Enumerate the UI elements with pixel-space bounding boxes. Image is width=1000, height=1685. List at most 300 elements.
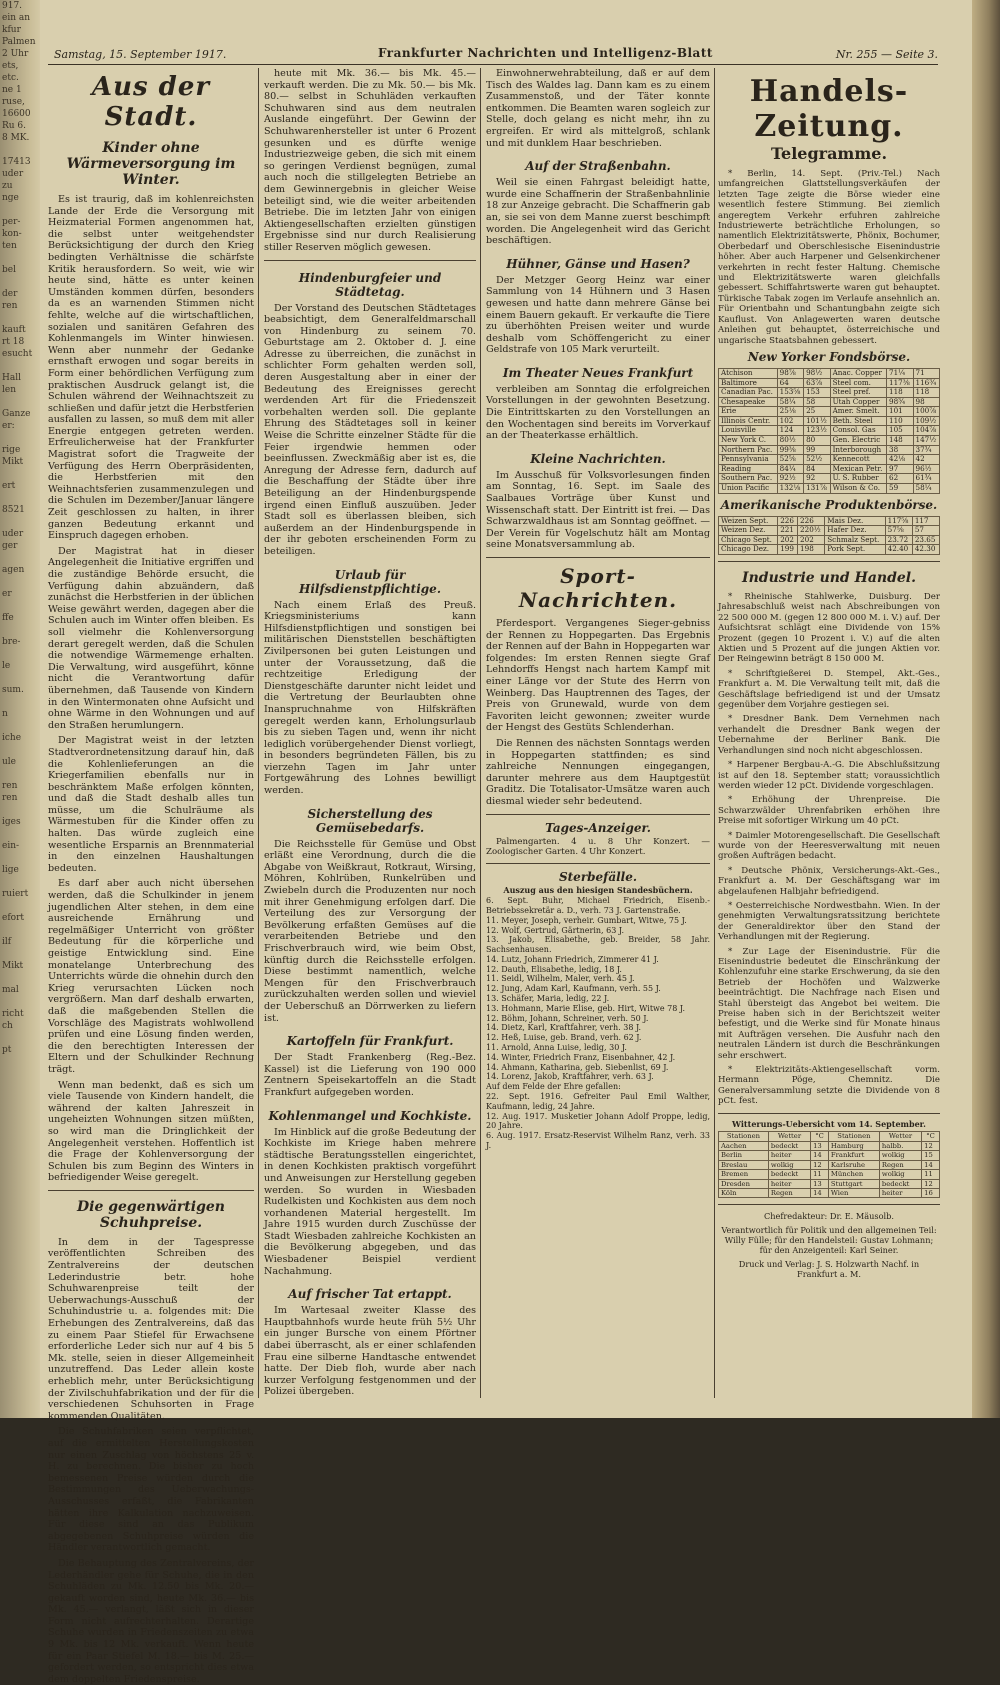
gutter-fragment	[2, 312, 40, 324]
table-cell: 12	[922, 1179, 940, 1188]
paragraph: Verantwortlich für Politik und den allgemeinen Teil: Willy Fülle; für den Handelsteil: Gustav Lohmann; für den Anzeigenteil: Karl Seiner.	[721, 1225, 937, 1256]
gutter-fragment: etc.	[2, 73, 19, 83]
article-body	[264, 303, 476, 558]
table-cell: 98⅞	[777, 368, 803, 378]
table-cell: Beth. Steel	[830, 416, 886, 426]
ny-stock-table	[718, 368, 940, 494]
table-cell: 117⅜	[887, 378, 913, 388]
paragraph: Die Reichsstelle für Gemüse und Obst erläßt eine Verordnung, durch die die Abgabe von Weißkraut, Rotkraut, Wirsing, Möhren, Kohlrüben, Runkelrüben und Zwiebeln durch die Produzenten nur noch mit ihrer Genehmigung erfolgen darf. Die Verteilung des zur Versorgung der Bevölkerung erfaßten Gemüses auf die verarbeitenden Betriebe und den Frischverbrauch wird, wie beim Obst, künftig durch die Reichsstelle erfolgen. Diese bestimmt namentlich, welche Mengen für den Frischverbrauch zurückzuhalten werden sollen und wieviel der Ueberschuß an Dörrwerken zu liefern ist.	[264, 838, 476, 1024]
divider	[718, 561, 940, 562]
paragraph: 6. Aug. 1917. Ersatz-Reservist Wilhelm Ranz, verh. 33 J.	[486, 1131, 710, 1151]
gutter-fragment	[2, 768, 40, 780]
paragraph: Die Schuhfabriken seien verpflichtet, auf die ermittelten Herstellungskosten nur einen Zuschlag von höchstens 25 v. H. zu berechnen. Die bisher zu hoch bemessenen Preise würden durch die Bestimmungen des Ueberwachungs-Ausschusses erfaßt, die Fabrikanten hätten ihre Kalkulation nachzuweisen. Für diese sind an das Publikum abgegebenen Schuhpreise würden die Händler verantwortlich gemacht.	[48, 1426, 254, 1554]
gutter-fragment	[2, 1032, 40, 1044]
gutter-fragment: zu	[2, 181, 13, 191]
table-cell: 123½	[804, 426, 830, 436]
deaths-subheading: Auszug aus den hiesigen Standesbüchern.	[503, 885, 693, 896]
gutter-fragment: ruse,	[2, 97, 25, 107]
gutter-fragment: kauft	[2, 325, 26, 335]
gutter-fragment: 8521	[2, 505, 25, 515]
table-cell: 62	[887, 474, 913, 484]
paragraph: Es darf aber auch nicht übersehen werden, daß die Schulkinder in jenem jugendlichen Alter stehen, in dem eine ausreichende Ernährung und regelmäßiger Unterricht von größter Bedeutung für die körperliche und geistige Entwicklung sind. Eine monatelange Unterbrechung des Unterrichts würde die ohnehin durch den Krieg verursachten Lücken noch vergrößern. Man darf deshalb erwarten, daß die maßgebenden Stellen die Vorschläge des Magistrats wohlwollend prüfen und eine Lösung finden werden, die den berechtigten Interessen der Eltern und der Schulkinder Rechnung trägt.	[48, 878, 254, 1075]
telegram-text: * Berlin, 14. Sept. (Priv.-Tel.) Nach umfangreichen Glattstellungsverkäufen der letzten Tage zeigte die Börse wieder eine wesentlich festere Stimmung. Bei ziemlich angeregtem Verkehr erfuhren zahlreiche Industriewerte beträchtliche Erholungen, so namentlich Elektrizitätswerte, Phönix, Bochumer, Oberbedarf und Oberschlesische Eisenindustrie höher. Aber auch Harpener und Gelsenkirchener verkehrten in recht fester Haltung. Chemische und Elektrizitätswerte waren gleichfalls gebessert. Schiffahrtswerte waren gut behauptet. Türkische Tabak zogen im Verlaufe ansehnlich an. Für Orientbahn und Schantungbahn zeigte sich Kauflust. Von Anlagewerten waren deutsche Anleihen gut behauptet, österreichische und ungarische Staatsbahnen gebessert.	[718, 169, 940, 346]
table-cell: Union Pacific	[719, 484, 778, 494]
page-number: Nr. 255 — Seite 3.	[835, 48, 938, 61]
article-body	[264, 1127, 476, 1278]
table-cell: U. S. Rubber	[830, 474, 886, 484]
article-heading: Im Theater Neues Frankfurt	[502, 365, 694, 380]
gutter-fragment	[2, 204, 40, 216]
gutter-fragment: ein an	[2, 13, 31, 23]
page-edge	[972, 0, 1000, 1418]
table-cell: Chicago Sept.	[719, 535, 778, 545]
table-cell: wolkig	[879, 1151, 921, 1160]
article-body	[486, 618, 710, 808]
gutter-fragment: er	[2, 589, 12, 599]
table-cell: 117	[912, 516, 939, 526]
gutter-fragment: nge	[2, 193, 19, 203]
table-cell: 59	[887, 484, 913, 494]
gutter-fragment: sum.	[2, 685, 24, 695]
gutter-fragment	[2, 252, 40, 264]
table-cell: 14	[811, 1188, 829, 1197]
table-row	[719, 436, 940, 446]
table-cell: 15	[922, 1151, 940, 1160]
gutter-fragment: ets,	[2, 61, 19, 71]
article-heading: Hühner, Gänse und Hasen?	[506, 256, 690, 271]
column-2	[264, 68, 476, 1398]
paragraph: Im Wartesaal zweiter Klasse des Hauptbahnhofs wurde heute früh 5½ Uhr ein junger Bursche von einem Pförtner dabei überrascht, als er einer schlafenden Frau eine silberne Handtasche entwendet hatte. Der Dieb floh, wurde aber nach kurzer Verfolgung festgenommen und der Polizei übergeben.	[264, 1305, 476, 1398]
paragraph: * Rheinische Stahlwerke, Duisburg. Der Jahresabschluß weist nach Abschreibungen von 22 500 000 M. (gegen 12 800 000 M. i. V.) auf. Der Aufsichtsrat schlägt eine Dividende von 15% Prozent (gegen 10 Prozent i. V.) auf die alten Aktien und 5 Prozent auf die jungen Aktien vor. Der Reingewinn beträgt 8 150 000 M.	[718, 592, 941, 665]
paragraph: 12. Aug. 1917. Musketier Johann Adolf Proppe, ledig, 20 Jahre.	[486, 1111, 710, 1131]
table-cell: 58¼	[913, 484, 940, 494]
tages-anzeiger-heading: Tages-Anzeiger.	[545, 820, 651, 835]
table-cell: wolkig	[879, 1170, 921, 1179]
gutter-fragment	[2, 576, 40, 588]
gutter-fragment: ger	[2, 541, 18, 551]
table-cell: 14	[922, 1160, 940, 1169]
table-cell: 42.30	[912, 545, 939, 555]
gutter-fragment: der	[2, 289, 18, 299]
paragraph: 14. Winter, Friedrich Franz, Eisenbahner, 42 J.	[486, 1052, 676, 1062]
table-cell: 104⅞	[913, 426, 940, 436]
table-cell: Berlin	[719, 1151, 769, 1160]
paragraph: Die Behauptung des Zentralvereins, der Lederhändler gehe für Schuhe, die in den Schuhläden zu Mk. 12.50 bis Mk. 20.— gekauft worden sind, heute Mk. 36.— bis Mk. 45.— verlangt, läßt sich in dieser Form nicht aufrechterhalten. Derartige Schuhe wurden in Friedenszeiten zu etwa 9 Mk. bis 12 Mk. verkauft. Wenn heute für ein Paar Stiefel M. 18.— bis M. 25.— gefordert werden, so entspricht dies etwa dem doppelten Friedenspreise.	[48, 1557, 254, 1685]
table-cell: Reading	[719, 464, 778, 474]
table-cell: Mais Dez.	[825, 516, 885, 526]
deaths-heading: Sterbefälle.	[558, 870, 638, 885]
table-cell: bedeckt	[768, 1170, 810, 1179]
table-cell: 99⅜	[777, 445, 803, 455]
gutter-fragment: pt	[2, 1045, 12, 1055]
table-cell: 42.40	[885, 545, 912, 555]
article-heading: Die gegenwärtigen Schuhpreise.	[77, 1198, 225, 1231]
column-header: °C	[922, 1132, 940, 1141]
gutter-fragment	[2, 720, 40, 732]
table-cell: Louisville	[719, 426, 778, 436]
gutter-fragment: ule	[2, 757, 17, 767]
table-cell: Interborough	[830, 445, 886, 455]
gutter-fragment	[2, 600, 40, 612]
article-body	[486, 275, 710, 356]
paragraph: Chefredakteur: Dr. E. Mäusolb.	[763, 1211, 895, 1222]
paragraph: * Deutsche Phönix, Versicherungs-Akt.-Ges., Frankfurt a. M. Der Geschäftsgang war im abgelaufenen Halbjahr befriedigend.	[718, 865, 940, 897]
article-body	[48, 1237, 254, 1685]
table-cell: 92	[804, 474, 830, 484]
table-cell: 61¾	[913, 474, 940, 484]
table-cell: halbb.	[879, 1141, 921, 1150]
gutter-fragment: efort	[2, 913, 24, 923]
gutter-fragment: iges	[2, 817, 21, 827]
paragraph: Wenn man bedenkt, daß es sich um viele Tausende von Kindern handelt, die während der kalten Jahreszeit in ungeheizten Wohnungen sitzen müßten, so wird man die Dringlichkeit der Angelegenheit verstehen. Hoffentlich ist die Frage der Kohlenversorgung der Schulen bis zum Beginn des Winters in befriedigender Weise geregelt.	[48, 1079, 254, 1184]
table-cell: 220½	[798, 526, 825, 536]
deaths-list	[486, 896, 710, 1151]
gutter-fragment: ilf	[2, 937, 12, 947]
table-cell: 58¼	[777, 397, 803, 407]
section-title: Aus der Stadt.	[91, 72, 211, 132]
gutter-fragment: uder	[2, 169, 24, 179]
article-body	[486, 68, 710, 149]
table-cell: 57⅝	[885, 526, 912, 536]
table-cell: Dresden	[719, 1179, 769, 1188]
telegrams-heading: Telegramme.	[770, 144, 888, 163]
table-cell: Regen	[879, 1160, 921, 1169]
table-cell: 226	[778, 516, 798, 526]
table-cell: Baltimore	[719, 378, 778, 388]
table-cell: 25	[804, 407, 830, 417]
table-cell: 116¾	[913, 378, 940, 388]
table-cell: heiter	[879, 1188, 921, 1197]
article-body	[264, 68, 476, 254]
table-cell: Pennsylvania	[719, 455, 778, 465]
table-cell: Northern Pac.	[719, 445, 778, 455]
table-cell: 153⅝	[777, 388, 803, 398]
table-cell: Mexican Petr.	[830, 464, 886, 474]
paragraph: * Harpener Bergbau-A.-G. Die Abschlußsitzung ist auf den 18. September statt; voraussichtlich werden wieder 12 pCt. Dividende vorgeschlagen.	[718, 760, 940, 791]
gutter-fragment: ren	[2, 781, 18, 791]
table-cell: 124	[777, 426, 803, 436]
paragraph: 13. Schäfer, Maria, ledig, 22 J.	[486, 994, 610, 1004]
divider	[718, 1113, 940, 1114]
table-cell: 71	[913, 368, 940, 378]
table-cell: Amer. Smelt.	[830, 407, 886, 417]
table-cell: Weizen Sept.	[719, 516, 778, 526]
paragraph: 12. Dauth, Elisabethe, ledig, 18 J.	[486, 964, 622, 974]
gutter-fragment: bre-	[2, 637, 21, 647]
table-cell: 96½	[913, 464, 940, 474]
gutter-fragment: rt 18	[2, 337, 25, 347]
table-cell: 58	[804, 397, 830, 407]
gutter-fragment: per-	[2, 217, 21, 227]
paragraph: Druck und Verlag: J. S. Holzwarth Nachf. in Frankfurt a. M.	[738, 1259, 920, 1280]
table-cell: 118	[913, 388, 940, 398]
column-header: Stationen	[828, 1132, 879, 1141]
paragraph: heute mit Mk. 36.— bis Mk. 45.— verkauft werden. Die zu Mk. 50.— bis Mk. 80.— selbst in Schuhläden verkauften Schuhwaren sind aus dem neutralen Auslande eingeführt. Der Gewinn der Schuhwarenhersteller ist unter 6 Prozent gesunken und es dürfte wenige Industriezweige geben, die sich mit einem so geringen Verdienst begnügen, zumal auch noch die stillgelegten Betriebe an dem Gewinnergebnis in gleicher Weise beteiligt sind, wie die weiter arbeitenden Betriebe. Die im letzten Jahr von einigen Aktiengesellschaften erzielten günstigen Ergebnisse sind nur durch Realisierung stiller Reserven möglich gewesen.	[264, 68, 476, 253]
paragraph: Der Stadt Frankenberg (Reg.-Bez. Kassel) ist die Lieferung von 190 000 Zentnern Speisekartoffeln an die Stadt Frankfurt aufgegeben worden.	[264, 1052, 476, 1098]
gutter-fragment: ten	[2, 241, 17, 251]
table-cell: 92½	[777, 474, 803, 484]
gutter-fragment	[2, 948, 40, 960]
column-divider	[258, 68, 259, 1398]
imprint	[718, 1211, 940, 1279]
column-divider	[714, 68, 715, 1398]
article-body	[486, 384, 710, 442]
gutter-fragment: ren	[2, 793, 18, 803]
paragraph: 14. Ahmann, Katharina, geb. Siebenlist, 69 J.	[486, 1062, 669, 1072]
table-cell: 110	[887, 416, 913, 426]
article-body	[264, 839, 476, 1025]
table-cell: 99	[804, 445, 830, 455]
table-cell: Canadian Pac.	[719, 388, 778, 398]
table-cell: Frankfurt	[828, 1151, 879, 1160]
table-cell: 11	[811, 1170, 829, 1179]
table-cell: 97	[887, 464, 913, 474]
gutter-fragment: Ru 6.	[2, 121, 27, 131]
gutter-fragment	[2, 624, 40, 636]
table-cell: Breslau	[719, 1160, 769, 1169]
gutter-fragment	[2, 696, 40, 708]
paragraph: * Zur Lage der Eisenindustrie. Für die Eisenindustrie bedeutet die Einschränkung der Kohlenzufuhr eine starke Erschwerung, da sie den Betrieb der Hochöfen und Walzwerke beeinträchtigt. Die Nachfrage nach Eisen und Stahl übersteigt das Angebot bei weitem. Die Preise haben sich in der Berichtszeit weiter befestigt, und die Werke sind für Monate hinaus mit Aufträgen versehen. Die Ausfuhr nach den neutralen Ländern ist durch die Beschränkungen sehr erschwert.	[718, 946, 940, 1061]
table-row	[719, 484, 940, 494]
table-cell: 101	[887, 407, 913, 417]
paragraph: 11. Arnold, Anna Luise, ledig, 30 J.	[486, 1043, 627, 1053]
table-cell: 42⅛	[887, 455, 913, 465]
article-heading: Kinder ohne Wärmeversorgung im Winter.	[66, 140, 236, 188]
table-cell: Erie	[719, 407, 778, 417]
table-cell: 52⅝	[777, 455, 803, 465]
gutter-fragment	[2, 468, 40, 480]
table-cell: 147½	[913, 436, 940, 446]
table-cell: Hamburg	[828, 1141, 879, 1150]
paragraph: Weil sie einen Fahrgast beleidigt hatte, wurde eine Schaffnerin der Straßenbahnlinie 18 zur Anzeige gebracht. Die Schaffnerin gab an, sie sei von dem Manne zuerst beschimpft worden. Die Angelegenheit wird das Gericht beschäftigen.	[486, 177, 710, 247]
paragraph: verbleiben am Sonntag die erfolgreichen Vorstellungen in der gewohnten Besetzung. Die Eintrittskarten zu den Vorstellungen an den Wochentagen sind bereits im Vorverkauf an der Theaterkasse erhältlich.	[486, 383, 710, 442]
gutter-fragment: 917.	[2, 1, 23, 11]
paragraph: 12. Jung, Adam Karl, Kaufmann, verh. 55 J.	[486, 984, 661, 994]
paragraph: Im Hinblick auf die große Bedeutung der Kochkiste im Kriege haben mehrere städtische Beratungsstellen eingerichtet, in denen Kochkisten praktisch vorgeführt und Anweisungen zur Herstellung gegeben werden. So wurden in Wiesbaden Rudelkisten und Kochkisten aus dem noch vorhandenen Material hergestellt. Im Jahre 1915 wurden durch Zuschüsse der Stadt Wiesbaden zahlreiche Kochkisten an die Bevölkerung abgegeben, und das Wiesbadener Beispiel verdient Nachahmung.	[264, 1126, 476, 1277]
table-cell: 117⅝	[885, 516, 912, 526]
paragraph: 11. Meyer, Joseph, verheir. Gumbart, Witwe, 75 J.	[486, 915, 687, 925]
paragraph: Einwohnerwehrabteilung, daß er auf dem Tisch des Waldes lag. Dann kam es zu einem Zusammenstoß, und der Täter konnte entkommen. Die Beamten waren sogleich zur Stelle, doch gelang es nicht mehr, ihn zu ergreifen. Er wird als mittelgroß, schlank und mit dunklem Haar beschrieben.	[486, 68, 710, 149]
table-cell: 98¾	[887, 397, 913, 407]
table-cell: 105	[887, 426, 913, 436]
table-row	[719, 1179, 940, 1188]
table-cell: 13	[811, 1141, 829, 1150]
gutter-fragment: ffe	[2, 613, 14, 623]
table-cell: Aachen	[719, 1141, 769, 1150]
divider	[264, 260, 476, 261]
paragraph: 14. Lutz, Johann Friedrich, Zimmerer 41 J.	[486, 954, 659, 964]
table-cell: 118	[887, 388, 913, 398]
article-heading: Hindenburgfeier und Städtetag.	[298, 270, 442, 299]
divider	[486, 557, 710, 558]
paragraph: Pferdesport. Vergangenes Sieger-gebniss der Rennen zu Hoppegarten. Das Ergebnis der Rennen auf der Bahn in Hoppegarten war folgendes: Im ersten Rennen siegte Graf Lehndorffs Hengst nach hartem Kampf mit einer Länge vor der Stute des Herrn von Weinberg. Das Hauptrennen des Tages, der Preis von Grunewald, wurde von dem Favoriten leicht gewonnen; zweiter wurde der Hengst des Gestüts Schlenderhan.	[486, 618, 710, 734]
table-cell: 57	[912, 526, 939, 536]
table-cell: heiter	[768, 1151, 810, 1160]
table-cell: Pork Sept.	[825, 545, 885, 555]
column-4	[718, 68, 940, 1398]
gutter-fragment: er:	[2, 421, 15, 431]
gutter-fragment: ruiert	[2, 889, 29, 899]
table-row	[719, 1188, 940, 1197]
gutter-fragment	[2, 804, 40, 816]
gutter-fragment: len	[2, 385, 17, 395]
gutter-fragment: Mikt	[2, 457, 24, 467]
article-body	[264, 1052, 476, 1098]
table-cell: 148	[887, 436, 913, 446]
gutter-fragment: 2 Uhr	[2, 49, 29, 59]
table-cell: Southern Pac.	[719, 474, 778, 484]
gutter-fragment	[2, 852, 40, 864]
table-cell: Bremen	[719, 1170, 769, 1179]
paragraph: * Elektrizitäts-Aktiengesellschaft vorm. Hermann Pöge, Chemnitz. Die Generalversammlung setzte die Dividende von 8 pCt. fest.	[718, 1065, 940, 1107]
paragraph: In dem in der Tagespresse veröffentlichten Schreiben des Zentralvereins der deutschen Lederindustrie betr. hohe Schuhwarenpreise teilt der Ueberwachungs-Ausschuß der Schuhindustrie u. a. folgendes mit: Die Erhebungen des Zentralvereins, daß das zu einem Paar Stiefel für Erwachsene erforderliche Leder sich nur auf 4 bis 5 Mk. stelle, seien in dieser Allgemeinheit unzutreffend. Das Leder allein koste erheblich mehr, unter Berücksichtigung der Zivilschuhfabrikation und der für die verschiedenen Schuhsorten in Frage kommenden Qualitäten.	[48, 1236, 254, 1422]
gutter-fragment: Mikt	[2, 961, 24, 971]
table-row	[719, 368, 940, 378]
weather-table	[718, 1131, 940, 1198]
table-cell: Anac. Copper	[830, 368, 886, 378]
table-cell: New York C.	[719, 436, 778, 446]
table-cell: Illinois Centr.	[719, 416, 778, 426]
tages-anzeiger-text: Palmengarten. 4 u. 8 Uhr Konzert. — Zoologischer Garten. 4 Uhr Konzert.	[486, 836, 710, 857]
table-cell: 64	[777, 378, 803, 388]
gutter-fragment: lige	[2, 865, 19, 875]
paragraph: Auf dem Felde der Ehre gefallen:	[486, 1082, 621, 1092]
gutter-fragment: 16600	[2, 109, 31, 119]
divider	[718, 1204, 940, 1205]
column-divider	[480, 68, 481, 1398]
gutter-fragment: mal	[2, 985, 19, 995]
table-cell: München	[828, 1170, 879, 1179]
article-heading: Kartoffeln für Frankfurt.	[286, 1034, 454, 1049]
table-cell: 16	[922, 1188, 940, 1197]
paragraph: Der Magistrat weist in der letzten Stadtverordnetensitzung darauf hin, daß die Kohlenlieferungen an die Kriegerfamilien ebenfalls nur in beschränktem Maße erfolgen könnten, und daß die Stadt deshalb alles tun müsse, um die Schulräume als Wärmestuben für die Kinder offen zu halten. Das würde zugleich eine wesentliche Ersparnis an Brennmaterial in den einzelnen Haushaltungen bedeuten.	[48, 735, 254, 874]
paragraph: Der Metzger Georg Heinz war einer Sammlung von 14 Hühnern und 3 Hasen gewesen und hatte dann mehrere Gänse bei einem Bauern gekauft. Er verkaufte die Tiere zu überhöhten Preisen weiter und wurde deshalb vom Schöffengericht zu einer Geldstrafe von 105 Mark verurteilt.	[486, 274, 710, 356]
table-cell: Atchison	[719, 368, 778, 378]
table-cell: heiter	[768, 1179, 810, 1188]
table-cell: 84¼	[777, 464, 803, 474]
article-heading: Urlaub für Hilfsdienstpflichtige.	[299, 567, 441, 596]
paragraph: Es ist traurig, daß im kohlenreichsten Lande der Erde die Versorgung mit Heizmaterial Formen angenommen hat, die selbst unter weitgehendster Berücksichtigung der durch den Krieg bedingten Verhältnisse die schärfste Kritik herausfordern. So weit, wie wir heute sind, hätte es unter keinen Umständen kommen dürfen, besonders da es an warnenden Stimmen nicht fehlte, welche auf die wirtschaftlichen, sozialen und sanitären Gefahren des Kohlenmangels im Winter hinwiesen. Wenn aber nunmehr der Gedanke ernsthaft erwogen und sogar bereits in Form einer behördlichen Verfügung zum praktischen Ausdruck gelangt ist, die Schulen während der Weihnachtszeit zu schließen und dafür jetzt die Herbstferien ausfallen zu lassen, so muß dem mit aller Energie entgegen getreten werden. Erfreulicherweise hat der Frankfurter Magistrat sofort die Tragweite der Verfügung des Herrn Oberpräsidenten, die Herbstferien mit den Weihnachtsferien zusammenzulegen und die Schulen im Dezember/Januar längere Zeit geschlossen zu halten, in ihrer ganzen Bedeutung erkannt und Einspruch dagegen erhoben.	[48, 194, 254, 542]
gutter-fragment: ne 1	[2, 85, 22, 95]
paragraph: 12. Wolf, Gertrud, Gärtnerin, 63 J.	[486, 925, 624, 935]
gutter-fragment: Hall	[2, 373, 21, 383]
paragraph: 13. Hohmann, Marie Elise, geb. Hirt, Witwe 78 J.	[486, 1003, 686, 1013]
table-row	[719, 1151, 940, 1160]
paragraph: Die Rennen des nächsten Sonntags werden in Hoppegarten stattfinden; es sind zahlreiche Nennungen eingegangen, darunter mehrere aus dem Hauptgestüt Graditz. Die Totalisator-Umsätze waren auch diesmal wieder sehr bedeutend.	[486, 737, 710, 807]
table-cell: 80	[804, 436, 830, 446]
article-heading: Auf der Straßenbahn.	[525, 159, 671, 174]
table-row	[719, 397, 940, 407]
gutter-fragment: Ganze	[2, 409, 31, 419]
gutter-fragment	[2, 648, 40, 660]
gutter-fragment	[2, 360, 40, 372]
table-cell: 80½	[777, 436, 803, 446]
divider	[48, 1190, 254, 1191]
handels-zeitung-title: Handels-Zeitung.	[749, 74, 909, 144]
gutter-fragment	[2, 516, 40, 528]
paragraph: 11. Seidl, Wilhelm, Maler, verh. 45 J.	[486, 974, 635, 984]
article-heading: Kleine Nachrichten.	[530, 451, 666, 466]
gutter-fragment	[2, 552, 40, 564]
column-header: °C	[811, 1132, 829, 1141]
gutter-fragment: le	[2, 661, 11, 671]
table-cell: 199	[778, 545, 798, 555]
masthead: Frankfurter Nachrichten und Intelligenz-Blatt	[378, 46, 713, 60]
article-heading: Kohlenmangel und Kochkiste.	[268, 1108, 472, 1123]
table-row	[719, 1141, 940, 1150]
gutter-fragment: uder	[2, 529, 24, 539]
gutter-fragment: n	[2, 709, 8, 719]
issue-date: Samstag, 15. September 1917.	[54, 48, 227, 61]
table-cell: Regen	[768, 1188, 810, 1197]
table-cell: Steel com.	[830, 378, 886, 388]
table-cell: Steel pref.	[830, 388, 886, 398]
table-cell: 202	[778, 535, 798, 545]
table-cell: 37¾	[913, 445, 940, 455]
table-cell: 25⅛	[777, 407, 803, 417]
table-cell: Hafer Dez.	[825, 526, 885, 536]
article-body	[486, 470, 710, 551]
table-row	[719, 388, 940, 398]
table-cell: Chicago Dez.	[719, 545, 778, 555]
table-cell: Weizen Dez.	[719, 526, 778, 536]
table-cell: 226	[798, 516, 825, 526]
table-cell: Schmalz Sept.	[825, 535, 885, 545]
gutter-fragment	[2, 396, 40, 408]
table-cell: 23.72	[885, 535, 912, 545]
table-cell: 153	[804, 388, 830, 398]
column-3	[486, 68, 710, 1398]
table-cell: 71¼	[887, 368, 913, 378]
gutter-fragment: ren	[2, 301, 18, 311]
table-cell: 109½	[913, 416, 940, 426]
table-cell: 101½	[804, 416, 830, 426]
paragraph: 6. Sept. Buhr, Michael Friedrich, Eisenb.-Betriebssekretär a. D., verh. 73 J. Gartenstraße.	[486, 896, 710, 915]
previous-page-gutter	[0, 0, 40, 1418]
article-body	[486, 177, 710, 247]
gutter-fragment	[2, 972, 40, 984]
table-cell: Kennecott	[830, 455, 886, 465]
gutter-fragment: ert	[2, 481, 16, 491]
gutter-fragment	[2, 876, 40, 888]
produkt-heading: Amerikanische Produktenbörse.	[720, 497, 938, 512]
table-cell: 12	[811, 1160, 829, 1169]
industry-heading: Industrie und Handel.	[742, 570, 916, 586]
gutter-fragment: esucht	[2, 349, 33, 359]
paragraph: 12. Böhm, Johann, Schreiner, verh. 50 J.	[486, 1013, 649, 1023]
table-cell: 98	[913, 397, 940, 407]
table-cell: 11	[922, 1170, 940, 1179]
table-cell: 12	[922, 1141, 940, 1150]
table-row	[719, 407, 940, 417]
paragraph: 12. Heß, Luise, geb. Brand, verh. 62 J.	[486, 1033, 642, 1043]
gutter-fragment: rige	[2, 445, 21, 455]
paragraph: * Dresdner Bank. Dem Vernehmen nach verhandelt die Dresdner Bank wegen der Uebernahme der Berliner Bank. Die Verhandlungen sind noch nicht abgeschlossen.	[718, 714, 940, 756]
gutter-fragment: ein-	[2, 841, 20, 851]
paragraph: * Schriftgießerei D. Stempel, Akt.-Ges., Frankfurt a. M. Die Verwaltung teilt mit, daß die Geschäftslage befriedigend ist und der Umsatz gegenüber dem Vorjahre gestiegen sei.	[718, 668, 940, 711]
industry-body	[718, 592, 940, 1107]
column-header: Wetter	[768, 1132, 810, 1141]
table-cell: Stuttgart	[828, 1179, 879, 1188]
table-cell: 131⅞	[804, 484, 830, 494]
table-cell: 63⅞	[804, 378, 830, 388]
table-cell: Utah Copper	[830, 397, 886, 407]
table-row	[719, 526, 940, 536]
table-cell: Karlsruhe	[828, 1160, 879, 1169]
table-cell: Gen. Electric	[830, 436, 886, 446]
table-cell: 221	[778, 526, 798, 536]
gutter-fragment: agen	[2, 565, 25, 575]
